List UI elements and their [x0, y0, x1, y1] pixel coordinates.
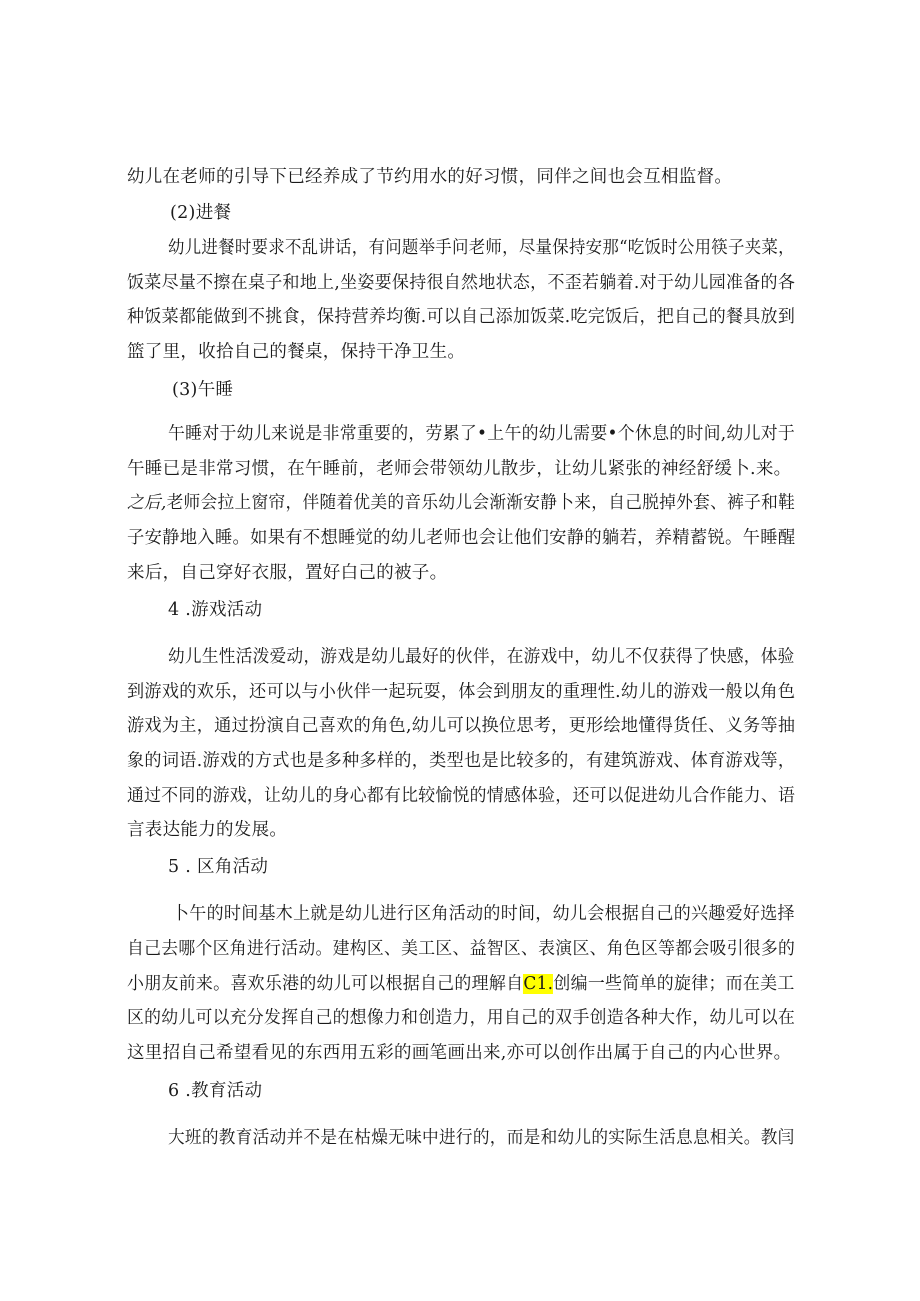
section-heading-nap: (3)午睡	[172, 380, 234, 400]
text-line: 自己去哪个区角进行活动。建构区、美工区、益智区、表演区、角色区等都会吸引很多的	[127, 939, 796, 959]
text-line	[127, 491, 795, 515]
text-line: 区的幼儿可以充分发挥自己的想像力和创造力，用自己的双手创造各种大作，幼儿可以在	[127, 1008, 796, 1028]
text-line: 午睡已是非常习惯，在午睡前，老师会带领幼儿散步，让幼儿紧张的神经舒缓卜.来。	[127, 459, 792, 479]
text-line	[127, 972, 795, 996]
text-line: 午睡对于幼儿来说是非常重要的，劳累了•上午的幼儿需要•个休息的时间,幼儿对于	[168, 424, 796, 444]
text-line: 到游戏的欢乐，还可以与小伙伴一起玩耍，体会到朋友的重理性.幼儿的游戏一般以角色	[127, 682, 796, 702]
text-line: 幼儿在老师的引导下已经养成了节约用水的好习惯，同伴之间也会互相监督。	[127, 167, 733, 187]
section-heading-games: 4 .游戏活动	[168, 600, 263, 620]
text-line: 幼儿生性活泼爱动，游戏是幼儿最好的伙伴，在游戏中，幼儿不仅获得了快感，体验	[168, 647, 795, 667]
text-run: 创编一些简单的旋律；而在美工	[553, 974, 795, 994]
text-line: 通过不同的游戏，让幼儿的身心都有比较愉悦的情感体验，还可以促进幼儿合作能力、语	[127, 786, 796, 806]
text-line: 卜午的时间基木上就是幼儿进行区角活动的时间，幼儿会根据自己的兴趣爱好选择	[172, 904, 795, 924]
text-run: 小朋友前来。喜欢乐港的幼儿可以根据自己的理解自	[127, 974, 524, 994]
text-line: 子安静地入睡。如果有不想睡觉的幼儿老师也会让他们安静的躺若，养精蓄锐。午睡醒	[127, 528, 796, 548]
text-line: 游戏为主，通过扮演自己喜欢的角色,幼儿可以换位思考，更形绘地懂得货任、义务等抽	[127, 716, 796, 736]
text-line: 这里招自己希望看见的东西用五彩的画笔画出来,亦可以创作出属于自己的内心世界。	[127, 1043, 792, 1063]
section-heading-dining: (2)进餐	[170, 203, 232, 223]
text-line: 饭菜尽量不擦在桌子和地上,坐姿要保持很自然地状态，不歪若躺着.对于幼儿园准备的各	[127, 273, 796, 293]
text-line: 言表达能力的发展。	[127, 820, 288, 840]
text-line: 幼儿进餐时要求不乱讲话，有问题举手问老师，尽量保持安那“吃饭时公用筷子夹菜，	[168, 238, 795, 258]
text-line: 象的词语.游戏的方式也是多种多样的，类型也是比较多的，有建筑游戏、体育游戏等，	[127, 751, 796, 771]
text-line: 大班的教育活动并不是在枯燥无味中进行的，而是和幼儿的实际生活息息相关。教闫	[168, 1128, 795, 1148]
italic-text: 之后,	[127, 493, 167, 513]
section-heading-education: 6 .教育活动	[168, 1081, 263, 1101]
section-heading-corner-activities: 5 . 区角活动	[168, 857, 269, 877]
text-line: 篮了里，收拾自己的餐桌，保持干净卫生。	[127, 342, 466, 362]
highlighted-text: C1.	[523, 974, 554, 994]
text-run: 老师会拉上窗帘，伴随着优美的音乐幼儿会渐渐安静卜来，自己脱掉外套、裤子和鞋	[166, 493, 796, 513]
text-line: 来后，自己穿好衣服，置好白己的被子。	[127, 563, 448, 583]
text-line: 种饭菜都能做到不挑食，保持营养均衡.可以自己添加饭菜.吃完饭后，把自己的餐具放到	[127, 307, 796, 327]
